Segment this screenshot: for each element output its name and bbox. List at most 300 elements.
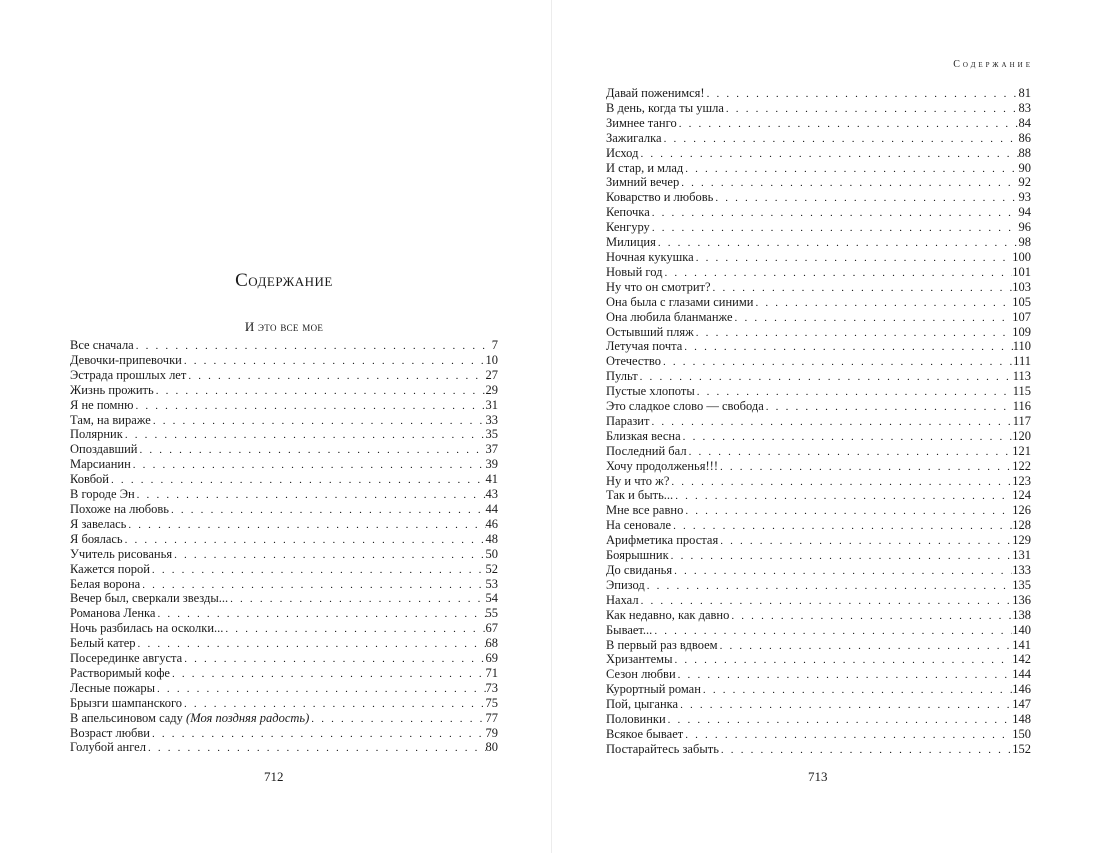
toc-entry-title: Новый год (606, 264, 663, 279)
toc-entry (606, 503, 1031, 518)
toc-entry-page: 123 (1012, 473, 1031, 488)
toc-entry-title: Ночная кукушка (606, 249, 694, 264)
toc-entry (606, 175, 1031, 190)
toc-entry (70, 651, 498, 666)
dot-leader (652, 624, 1012, 638)
toc-entry (606, 399, 1031, 414)
toc-entry-title: Опоздавший (70, 442, 138, 457)
toc-entry-page: 48 (485, 531, 498, 546)
toc-entry (606, 712, 1031, 727)
toc-entry (606, 414, 1031, 429)
dot-leader (146, 741, 486, 755)
toc-entry (70, 621, 498, 636)
dot-leader (701, 683, 1012, 697)
toc-entry-title: В городе Эн (70, 487, 135, 502)
toc-entry-title: Коварство и любовь (606, 190, 714, 205)
toc-entry-title: Летучая почта (606, 339, 683, 354)
toc-entry-title: Полярник (70, 427, 123, 442)
toc-entry (70, 472, 498, 487)
toc-entry-title: Белый катер (70, 636, 136, 651)
toc-entry-page: 140 (1012, 622, 1031, 637)
dot-leader (140, 578, 485, 592)
toc-entry-page: 152 (1012, 741, 1031, 756)
toc-entry-page: 146 (1012, 682, 1031, 697)
toc-list-right (606, 86, 1031, 757)
dot-leader (150, 563, 486, 577)
dot-leader (154, 384, 486, 398)
toc-entry-title: Постарайтесь забыть (606, 741, 719, 756)
toc-entry (606, 488, 1031, 503)
toc-entry-title: И стар, и млад (606, 160, 684, 175)
toc-entry (606, 280, 1031, 295)
toc-entry-page: 69 (485, 651, 498, 666)
toc-entry (70, 726, 498, 741)
toc-entry-page: 53 (485, 576, 498, 591)
toc-entry (606, 623, 1031, 638)
toc-entry-title: Боярышник (606, 548, 669, 563)
toc-entry-page: 46 (485, 516, 498, 531)
dot-leader (705, 87, 1019, 101)
toc-entry-page: 103 (1012, 279, 1031, 294)
toc-entry (70, 502, 498, 517)
dot-leader (151, 414, 486, 428)
toc-entry-page: 27 (485, 367, 498, 382)
toc-entry-title: Ну и что ж? (606, 473, 670, 488)
toc-entry-title: Кенгуру (606, 220, 650, 235)
toc-entry (70, 681, 498, 696)
dot-leader (718, 460, 1012, 474)
dot-leader (753, 296, 1012, 310)
toc-entry-page: 141 (1012, 637, 1031, 652)
toc-entry-title: Хочу продолженья!!! (606, 458, 718, 473)
dot-leader (669, 549, 1013, 563)
toc-entry (606, 697, 1031, 712)
toc-entry-page: 128 (1012, 518, 1031, 533)
toc-entry-title: Отечество (606, 354, 661, 369)
section-title: И это все мое (244, 319, 324, 334)
toc-entry-title: Там, на вираже (70, 412, 151, 427)
toc-entry (606, 638, 1031, 653)
toc-entry-page: 84 (1018, 115, 1031, 130)
toc-entry (606, 548, 1031, 563)
dot-leader (186, 369, 485, 383)
dot-leader (182, 354, 486, 368)
toc-entry (606, 146, 1031, 161)
dot-leader (724, 102, 1019, 116)
toc-entry-page: 117 (1012, 413, 1031, 428)
toc-entry-page: 37 (485, 442, 498, 457)
toc-entry-title: Возраст любви (70, 725, 150, 740)
toc-entry-title: Остывший пляж (606, 324, 694, 339)
toc-entry (70, 740, 498, 755)
dot-leader (718, 534, 1012, 548)
dot-leader (669, 475, 1012, 489)
dot-leader (676, 668, 1013, 682)
toc-entry (606, 354, 1031, 369)
dot-leader (672, 653, 1012, 667)
toc-entry-page: 44 (485, 501, 498, 516)
dot-leader (134, 339, 492, 353)
toc-entry (606, 652, 1031, 667)
dot-leader (713, 191, 1018, 205)
toc-entry-page: 68 (485, 636, 498, 651)
toc-entry-title: Она была с глазами синими (606, 294, 754, 309)
toc-entry (606, 384, 1031, 399)
toc-entry-page: 148 (1012, 712, 1031, 727)
toc-entry-title: Девочки-припевочки (70, 352, 182, 367)
dot-leader (764, 400, 1013, 414)
toc-entry (70, 487, 498, 502)
toc-entry (606, 116, 1031, 131)
toc-entry (606, 563, 1031, 578)
toc-entry (606, 131, 1031, 146)
toc-entry-title: Лесные пожары (70, 680, 156, 695)
toc-entry-page: 52 (485, 561, 498, 576)
dot-leader (683, 162, 1018, 176)
toc-entry-page: 33 (485, 412, 498, 427)
toc-entry (70, 636, 498, 651)
dot-leader (681, 430, 1013, 444)
toc-entry-title: Мне все равно (606, 503, 684, 518)
toc-entry (606, 235, 1031, 250)
dot-leader (729, 609, 1012, 623)
toc-entry (70, 606, 498, 621)
toc-entry (606, 444, 1031, 459)
toc-entry-title: Курортный роман (606, 682, 701, 697)
toc-entry-title: Исход (606, 145, 639, 160)
dot-leader (650, 206, 1019, 220)
toc-entry-page: 86 (1018, 130, 1031, 145)
dot-leader (182, 697, 485, 711)
right-page (552, 0, 1103, 853)
toc-entry-title: Зимнее танго (606, 115, 677, 130)
toc-list-left (70, 338, 498, 755)
toc-entry-title: Учитель рисованья (70, 546, 173, 561)
toc-entry-page: 124 (1012, 488, 1031, 503)
dot-leader (170, 667, 486, 681)
toc-entry-title: Эпизод (606, 577, 645, 592)
dot-leader (182, 652, 485, 666)
toc-entry-title: Паразит (606, 413, 650, 428)
toc-entry-page: 31 (485, 397, 498, 412)
dot-leader (662, 132, 1019, 146)
toc-entry-page: 150 (1012, 726, 1031, 741)
toc-entry-page: 113 (1012, 369, 1031, 384)
toc-entry (70, 711, 498, 726)
toc-entry (606, 325, 1031, 340)
toc-entry (70, 442, 498, 457)
dot-leader (683, 728, 1012, 742)
toc-entry-title: Последний бал (606, 443, 687, 458)
toc-entry-page: 88 (1018, 145, 1031, 160)
toc-entry-page: 90 (1018, 160, 1031, 175)
toc-entry (606, 339, 1031, 354)
dot-leader (683, 504, 1012, 518)
toc-entry (606, 533, 1031, 548)
dot-leader (123, 428, 486, 442)
toc-entry (70, 532, 498, 547)
toc-entry-title: Хризантемы (606, 652, 673, 667)
dot-leader (673, 489, 1012, 503)
toc-entry-page: 92 (1018, 175, 1031, 190)
toc-entry-page: 77 (485, 710, 498, 725)
dot-leader (109, 473, 485, 487)
toc-entry (70, 577, 498, 592)
toc-entry-title: Посерединке августа (70, 651, 183, 666)
toc-entry-page: 43 (485, 487, 498, 502)
dot-leader (672, 564, 1012, 578)
running-head: Содержание (953, 59, 1033, 70)
dot-leader (733, 311, 1013, 325)
toc-entry (606, 161, 1031, 176)
toc-entry (606, 295, 1031, 310)
page-number-left: 712 (264, 769, 284, 784)
toc-entry-title: Романова Ленка (70, 606, 156, 621)
toc-entry-page: 135 (1012, 577, 1031, 592)
dot-leader (694, 251, 1013, 265)
toc-entry-page: 131 (1012, 548, 1031, 563)
toc-entry-title: Зимний вечер (606, 175, 680, 190)
dot-leader (695, 385, 1013, 399)
dot-leader (661, 355, 1013, 369)
toc-entry-page: 115 (1012, 384, 1031, 399)
toc-entry-page: 116 (1012, 399, 1031, 414)
toc-entry-page: 100 (1012, 249, 1031, 264)
dot-leader (662, 266, 1012, 280)
dot-leader (123, 533, 486, 547)
dot-leader (719, 743, 1012, 757)
toc-entry-subtitle: (Моя поздняя радость) (186, 710, 310, 725)
toc-entry-title: Это сладкое слово — свобода (606, 399, 764, 414)
toc-entry-title: Я боялась (70, 531, 123, 546)
toc-entry (70, 696, 498, 711)
toc-entry-page: 122 (1012, 458, 1031, 473)
toc-entry-title: Ночь разбилась на осколки... (70, 621, 224, 636)
dot-leader (150, 727, 486, 741)
toc-entry-title: Марсианин (70, 457, 131, 472)
dot-leader (671, 519, 1012, 533)
toc-entry-title: Кепочка (606, 205, 650, 220)
toc-entry-title: Белая ворона (70, 576, 141, 591)
toc-entry (606, 682, 1031, 697)
dot-leader (679, 176, 1018, 190)
toc-entry-page: 144 (1012, 667, 1031, 682)
toc-entry-title: Пустые хлопоты (606, 384, 695, 399)
toc-entry (70, 666, 498, 681)
toc-entry-title: В первый раз вдвоем (606, 637, 718, 652)
dot-leader (718, 639, 1013, 653)
toc-entry-page: 93 (1018, 190, 1031, 205)
toc-entry-page: 35 (485, 427, 498, 442)
toc-entry (70, 383, 498, 398)
toc-entry-title: Эстрада прошлых лет (70, 367, 187, 382)
toc-entry-title: Я завелась (70, 516, 127, 531)
dot-leader (656, 236, 1019, 250)
toc-entry (606, 593, 1031, 608)
toc-entry (70, 517, 498, 532)
toc-entry-title: Милиция (606, 235, 656, 250)
dot-leader (136, 637, 486, 651)
toc-entry (606, 86, 1031, 101)
dot-leader (677, 117, 1019, 131)
toc-entry (70, 353, 498, 368)
dot-leader (650, 221, 1019, 235)
toc-entry-page: 39 (485, 457, 498, 472)
toc-entry-title: В день, когда ты ушла (606, 100, 724, 115)
page-number-right: 713 (808, 769, 828, 784)
toc-entry-page: 96 (1018, 220, 1031, 235)
toc-entry-page: 55 (485, 606, 498, 621)
toc-entry-page: 121 (1012, 443, 1031, 458)
toc-entry-page: 111 (1013, 354, 1031, 369)
toc-entry-page: 138 (1012, 607, 1031, 622)
toc-entry (70, 547, 498, 562)
toc-entry-title: Арифметика простая (606, 533, 719, 548)
dot-leader (135, 488, 486, 502)
toc-entry-title: Как недавно, как давно (606, 607, 730, 622)
toc-entry (606, 667, 1031, 682)
toc-entry-page: 41 (485, 472, 498, 487)
toc-entry-page: 29 (485, 382, 498, 397)
toc-entry (606, 310, 1031, 325)
toc-entry-page: 73 (485, 680, 498, 695)
toc-entry-page: 7 (491, 338, 498, 352)
toc-entry-page: 67 (485, 621, 498, 636)
dot-leader (687, 445, 1013, 459)
dot-leader (638, 147, 1018, 161)
toc-entry-title: Она любила бланманже (606, 309, 733, 324)
toc-entry (606, 727, 1031, 742)
toc-entry-title: Бывает... (606, 622, 653, 637)
toc-entry-page: 129 (1012, 533, 1031, 548)
toc-entry-page: 136 (1012, 592, 1031, 607)
dot-leader (155, 682, 485, 696)
dot-leader (666, 713, 1013, 727)
toc-entry-page: 110 (1012, 339, 1031, 354)
toc-entry-title: Половинки (606, 712, 666, 727)
toc-entry-title: Пульт (606, 369, 638, 384)
toc-entry-title: Ну что он смотрит? (606, 279, 711, 294)
toc-entry-title: Всякое бывает (606, 726, 684, 741)
toc-entry-page: 142 (1012, 652, 1031, 667)
toc-entry (606, 459, 1031, 474)
toc-entry-page: 120 (1012, 428, 1031, 443)
toc-entry-title: Так и быть... (606, 488, 674, 503)
dot-leader (138, 443, 486, 457)
toc-entry (70, 457, 498, 472)
toc-entry-page: 75 (485, 695, 498, 710)
toc-entry-title: В апельсиновом саду (Моя поздняя радость) (70, 710, 310, 725)
toc-entry-title: До свиданья (606, 563, 673, 577)
toc-entry-page: 126 (1012, 503, 1031, 518)
toc-entry (606, 518, 1031, 533)
toc-entry-page: 80 (485, 740, 498, 755)
toc-entry-title: Я не помню (70, 397, 134, 412)
toc-entry (606, 205, 1031, 220)
dot-leader (172, 548, 485, 562)
toc-entry-title: Все сначала (70, 338, 134, 352)
toc-entry-title: Кажется порой (70, 561, 150, 576)
toc-entry-page: 107 (1012, 309, 1031, 324)
toc-entry-page: 94 (1018, 205, 1031, 220)
toc-entry-page: 10 (485, 352, 498, 367)
dot-leader (711, 281, 1013, 295)
toc-entry-title: Брызги шампанского (70, 695, 183, 710)
toc-entry (606, 220, 1031, 235)
toc-entry (606, 429, 1031, 444)
dot-leader (694, 326, 1012, 340)
toc-entry-page: 105 (1012, 294, 1031, 309)
dot-leader (309, 712, 485, 726)
toc-entry-page: 101 (1012, 264, 1031, 279)
dot-leader (678, 698, 1012, 712)
toc-entry-title: Голубой ангел (70, 740, 146, 755)
toc-entry-title: Похоже на любовь (70, 501, 169, 516)
toc-entry (70, 427, 498, 442)
dot-leader (133, 399, 485, 413)
toc-entry-page: 133 (1012, 563, 1031, 577)
dot-leader (223, 622, 485, 636)
toc-entry-page: 54 (485, 591, 498, 606)
toc-entry-title: Растворимый кофе (70, 665, 170, 680)
dot-leader (131, 458, 486, 472)
toc-entry (70, 398, 498, 413)
toc-entry-title: Вечер был, сверкали звезды... (70, 591, 229, 606)
toc-entry (70, 413, 498, 428)
dot-leader (155, 607, 485, 621)
toc-entry-title: На сеновале (606, 518, 672, 533)
toc-entry (606, 250, 1031, 265)
toc-entry-page: 71 (485, 665, 498, 680)
toc-entry (606, 101, 1031, 116)
toc-entry (606, 190, 1031, 205)
toc-entry-title: Близкая весна (606, 428, 681, 443)
toc-entry-title: Зажигалка (606, 130, 662, 145)
toc-entry (70, 338, 498, 353)
toc-entry (606, 742, 1031, 757)
toc-entry (606, 369, 1031, 384)
toc-entry (606, 474, 1031, 489)
toc-entry (70, 591, 498, 606)
toc-entry-title: Ковбой (70, 472, 110, 487)
toc-entry-page: 81 (1018, 86, 1031, 100)
toc-entry (606, 265, 1031, 280)
dot-leader (682, 340, 1012, 354)
toc-entry-page: 147 (1012, 697, 1031, 712)
toc-entry-title: Давай поженимся! (606, 86, 705, 100)
toc-entry-page: 98 (1018, 235, 1031, 250)
toc-entry (70, 562, 498, 577)
toc-entry-title: Сезон любви (606, 667, 676, 682)
dot-leader (228, 592, 485, 606)
dot-leader (645, 579, 1013, 593)
dot-leader (126, 518, 485, 532)
toc-entry (70, 368, 498, 383)
left-page (0, 0, 551, 853)
toc-entry (606, 608, 1031, 623)
toc-title: Содержание (235, 270, 333, 291)
toc-entry-page: 50 (485, 546, 498, 561)
toc-entry-page: 109 (1012, 324, 1031, 339)
toc-entry-page: 83 (1018, 100, 1031, 115)
toc-entry-title: Жизнь прожить (70, 382, 154, 397)
dot-leader (649, 415, 1012, 429)
toc-entry-page: 79 (485, 725, 498, 740)
toc-entry-title: Пой, цыганка (606, 697, 679, 712)
dot-leader (638, 370, 1013, 384)
toc-entry-title: Нахал (606, 592, 639, 607)
dot-leader (169, 503, 486, 517)
